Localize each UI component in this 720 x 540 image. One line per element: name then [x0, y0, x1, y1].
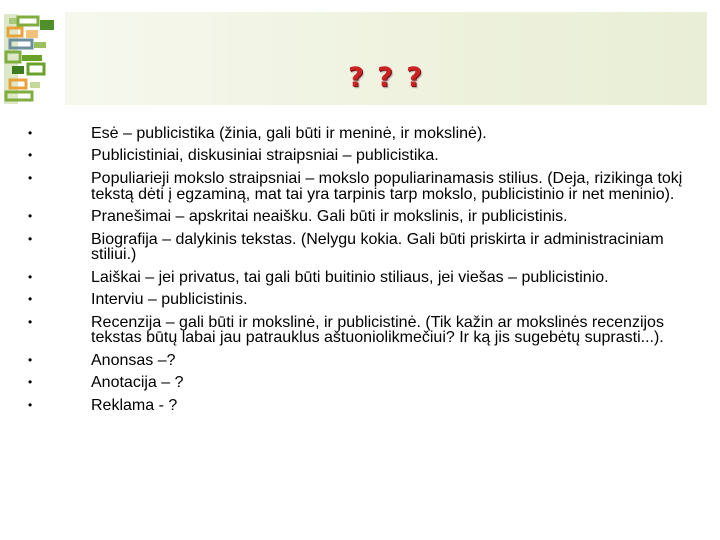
- list-item: [28, 353, 688, 369]
- list-item-text: Anonsas –?: [91, 351, 176, 369]
- bullet-icon: •: [28, 126, 33, 140]
- list-item: [28, 148, 688, 164]
- list-item: [28, 209, 688, 225]
- bullet-icon: •: [28, 397, 33, 412]
- list-item: [28, 292, 688, 308]
- bullet-icon: •: [28, 375, 33, 390]
- list-item-text: Recenzija – gali būti ir mokslinė, ir publicistinė. (Tik kažin ar mokslinės recenzijos tekstas būtų labai jau patrauklus aštuoniolikmečiui? Ir ką jis sugebėtų suprasti...).: [91, 313, 664, 347]
- list-item-text: Reklama - ?: [91, 396, 178, 414]
- list-item-text: Anotacija – ?: [91, 374, 184, 392]
- list-item: [28, 315, 688, 346]
- list-item-text: Pranešimai – apskritai neaišku. Gali būti ir mokslinis, ir publicistinis.: [91, 208, 568, 226]
- list-item-text: Laiškai – jei privatus, tai gali būti buitinio stiliaus, jei viešas – publicistinio.: [91, 268, 609, 286]
- list-item-text: Biografija – dalykinis tekstas. (Nelygu kokia. Gali būti priskirta ir administraciniam stiliui.): [91, 230, 664, 264]
- bullet-icon: •: [28, 292, 33, 307]
- bullet-icon: •: [28, 148, 33, 163]
- bullet-icon: •: [28, 209, 33, 224]
- bullet-icon: •: [28, 231, 33, 246]
- list-item: [28, 398, 688, 414]
- list-item-text: Esė – publicistika (žinia, gali būti ir meninė, ir mokslinė).: [91, 125, 487, 142]
- list-item: [28, 232, 688, 263]
- list-item-text: Publicistiniai, diskusiniai straipsniai – publicistika.: [91, 147, 439, 165]
- bullet-icon: •: [28, 170, 33, 185]
- bullet-icon: •: [28, 269, 33, 284]
- list-item: [28, 171, 688, 202]
- bullet-icon: •: [28, 314, 33, 329]
- bullet-list: [28, 126, 688, 420]
- list-item-text: Populiarieji mokslo straipsniai – mokslo populiarinamasis stilius. (Deja, rizikinga tokį tekstą dėti į egzaminą, mat tai yra tarpinis tarp mokslo, publicistinio ir net meninio).: [91, 169, 683, 203]
- bullet-icon: •: [28, 352, 33, 367]
- list-item-text: Interviu – publicistinis.: [91, 291, 248, 309]
- list-item: [28, 126, 688, 142]
- list-item: [28, 375, 688, 391]
- logo-icon: [0, 0, 70, 110]
- header-band: [65, 12, 707, 105]
- slide-title: ? ? ?: [348, 62, 424, 93]
- list-item: [28, 270, 688, 286]
